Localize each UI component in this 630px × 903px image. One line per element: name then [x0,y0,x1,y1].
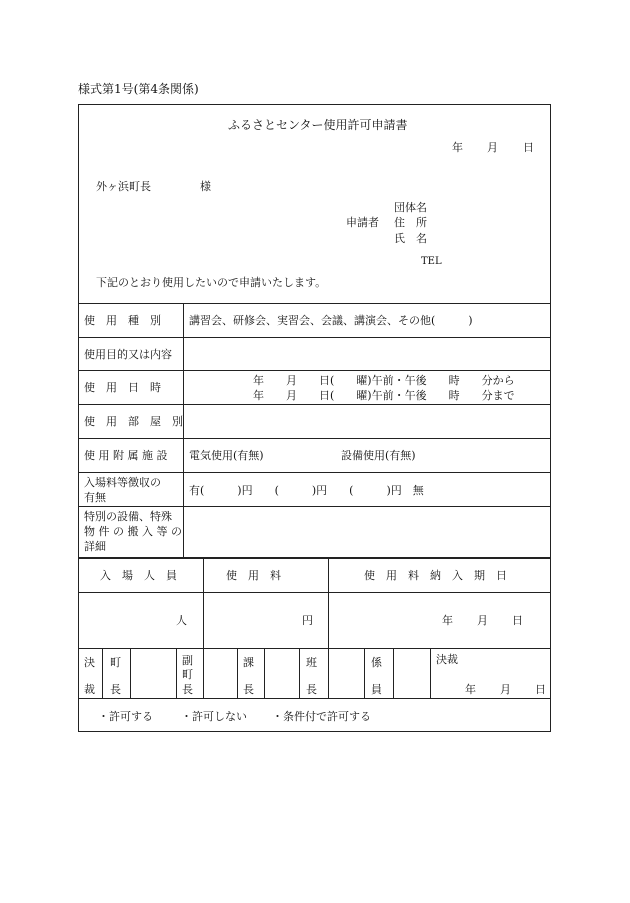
fee-collection-value: 有( )円 ( )円 ( )円 無 [189,484,424,497]
facility-equipment: 設備使用(有無) [341,449,416,462]
payment-day: 日 [512,614,523,627]
facility-electric: 電気使用(有無) [189,449,264,462]
form-number: 様式第1号(第4条関係) [78,82,199,96]
applicant-address-label: 住 所 [394,216,427,229]
usage-room-label: 使 用 部 屋 別 [84,415,183,428]
vice-mayor-char-2: 町 [182,668,193,681]
option-approve: ・許可する [98,710,153,723]
payment-month: 月 [477,614,488,627]
vice-mayor-char-3: 長 [182,683,193,696]
team-leader-char-2: 長 [306,683,317,696]
option-reject: ・許可しない [181,710,247,723]
fee-header: 使 用 料 [226,569,281,582]
addressee-name: 外ヶ浜町長 [96,180,151,193]
applicant-org-label: 団体名 [394,201,427,214]
kessai-char-1: 決 [84,656,95,669]
date-day: 日 [523,141,534,154]
decision-month: 月 [500,683,511,696]
fee-collection-label-2: 有無 [84,491,106,504]
facility-label: 使 用 附 属 施 設 [84,449,168,462]
special-label-2: 物 件 の 搬 入 等 の [84,525,182,538]
usage-datetime-from: 年 月 日( 曜)午前・午後 時 分から [253,374,515,387]
applicant-label: 申請者 [346,216,379,229]
usage-kind-value: 講習会、研修会、実習会、会議、講演会、その他( ) [189,314,473,327]
usage-purpose-label: 使用目的又は内容 [84,348,172,361]
mayor-char-2: 長 [110,683,121,696]
attendance-header: 入 場 人 員 [100,569,177,582]
usage-kind-label: 使 用 種 別 [84,314,161,327]
date-year: 年 [452,141,463,154]
special-label-3: 詳細 [84,540,106,553]
applicant-name-label: 氏 名 [394,232,427,245]
date-month: 月 [487,141,498,154]
option-conditional: ・条件付で許可する [272,710,371,723]
attendance-unit: 人 [176,614,187,627]
mayor-char-1: 町 [110,656,121,669]
payment-date-header: 使 用 料 納 入 期 日 [364,569,507,582]
payment-year: 年 [442,614,453,627]
fee-unit: 円 [302,614,313,627]
form-title: ふるさとセンター使用許可申請書 [228,118,408,132]
fee-collection-label-1: 入場料等徴収の [84,476,161,489]
vice-mayor-char-1: 副 [182,654,193,667]
section-chief-char-1: 課 [243,656,254,669]
intro-text: 下記のとおり使用したいので申請いたします。 [96,276,327,289]
applicant-tel-label: TEL [421,256,442,267]
decision-year: 年 [465,683,476,696]
usage-datetime-to: 年 月 日( 曜)午前・午後 時 分まで [253,389,515,402]
special-label-1: 特別の設備、特殊 [84,510,172,523]
addressee-honorific: 様 [200,180,211,193]
team-leader-char-1: 班 [306,656,317,669]
kessai-char-2: 裁 [84,683,95,696]
section-chief-char-2: 長 [243,683,254,696]
decision-day: 日 [535,683,546,696]
usage-datetime-label: 使 用 日 時 [84,381,161,394]
decision-label: 決裁 [436,653,458,666]
staff-char-1: 係 [371,656,382,669]
staff-char-2: 員 [371,683,382,696]
